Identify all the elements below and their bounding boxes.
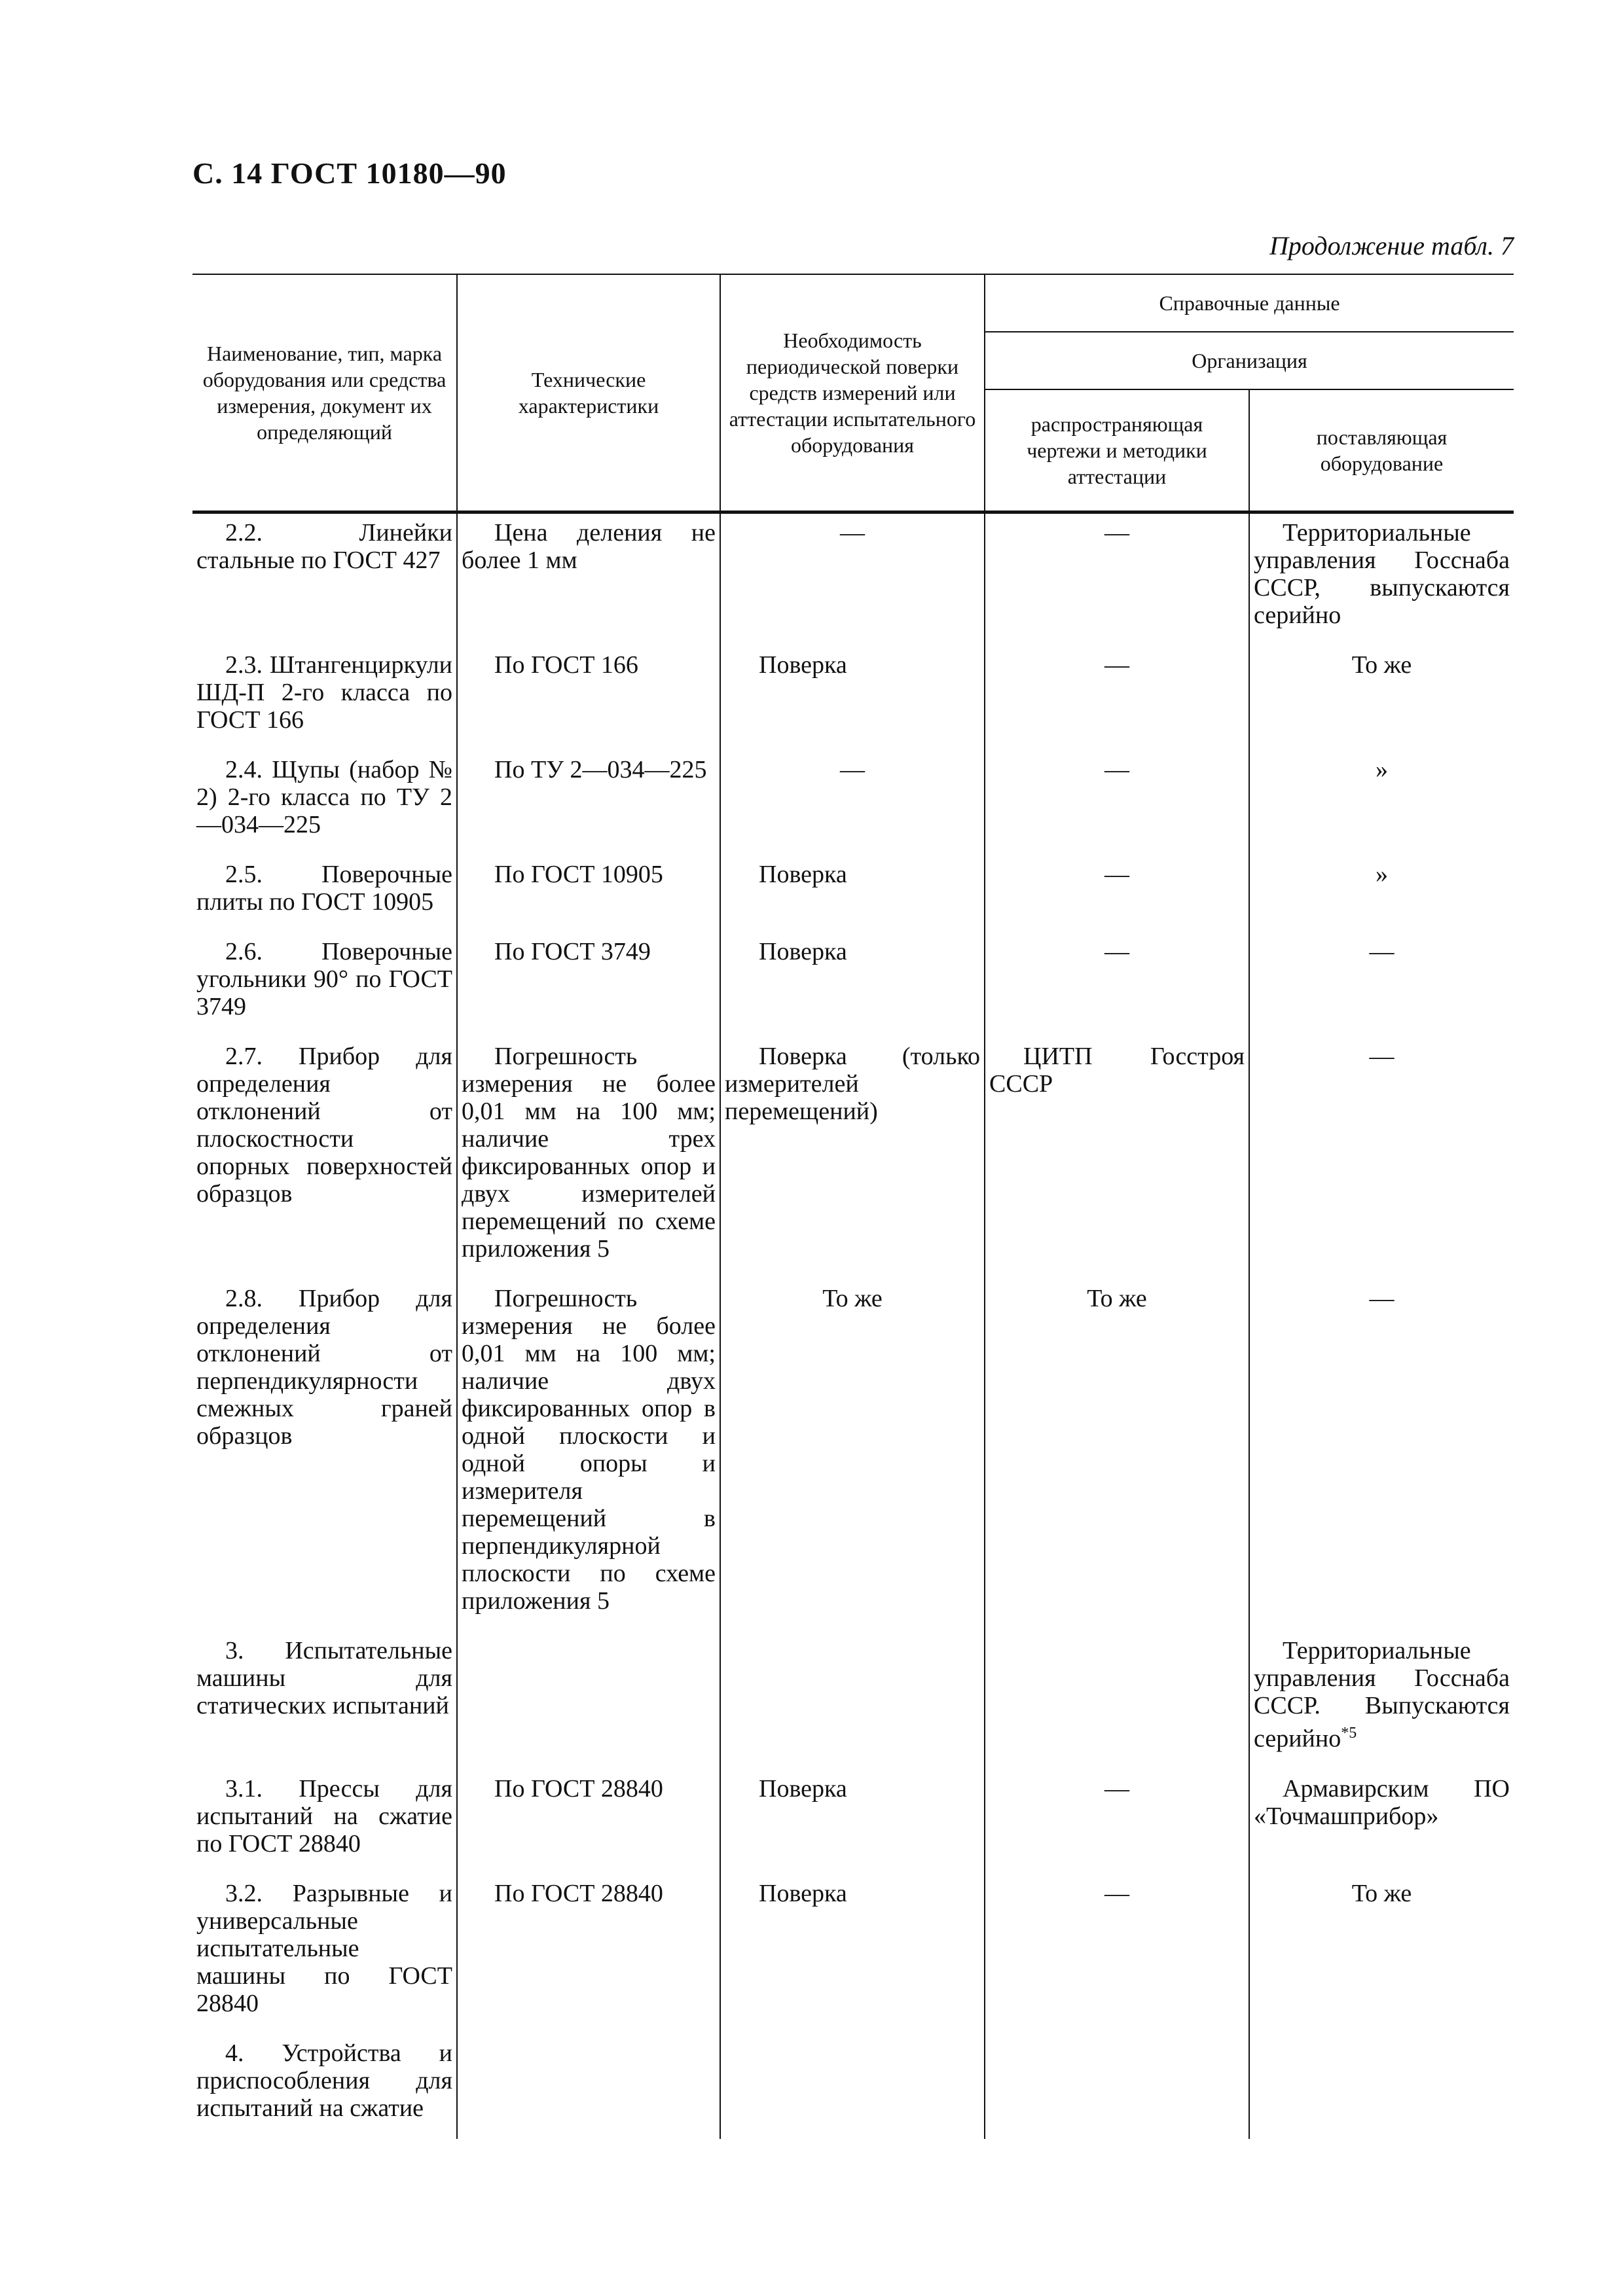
table-row	[192, 1037, 1514, 1280]
cell-distributor: —	[985, 1874, 1249, 2034]
cell-tech: По ГОСТ 3749	[457, 933, 720, 1037]
cell-tech: По ТУ 2—034—225	[457, 751, 720, 855]
cell-tech: По ГОСТ 28840	[457, 1770, 720, 1874]
header-reference: Справочные данные	[985, 274, 1514, 332]
table-row	[192, 512, 1514, 647]
cell-name: 3.1. Прессы для испытаний на сжатие по ГОСТ 28840	[192, 1770, 457, 1874]
cell-supplier	[1249, 512, 1514, 647]
cell-tech: По ГОСТ 10905	[457, 855, 720, 933]
table-row	[192, 1280, 1514, 1632]
cell-tech: Цена деления не более 1 мм	[457, 512, 720, 647]
cell-tech: По ГОСТ 166	[457, 646, 720, 751]
footnote-marker: *5	[1341, 1725, 1357, 1742]
cell-verification: То же	[720, 1280, 985, 1632]
header-name: Наименование, тип, марка оборудования или средства измерения, документ их определяющий	[192, 274, 457, 512]
cell-distributor: —	[985, 855, 1249, 933]
cell-name: 2.4. Щупы (набор № 2) 2-го класса по ТУ 2—034—225	[192, 751, 457, 855]
cell-distributor	[985, 1632, 1249, 1770]
cell-verification: Поверка	[720, 933, 985, 1037]
table-row	[192, 1874, 1514, 2034]
header-verification: Необходимость периодической поверки средств измерений или аттестации испытательного оборудования	[720, 274, 985, 512]
table-row	[192, 751, 1514, 855]
table-row	[192, 646, 1514, 751]
cell-supplier: —	[1249, 1280, 1514, 1632]
cell-name: 2.6. Поверочные угольники 90° по ГОСТ 3749	[192, 933, 457, 1037]
cell-tech	[457, 2034, 720, 2139]
cell-supplier	[1249, 2034, 1514, 2139]
cell-name: 2.8. Прибор для определения отклонений от перпендикулярности смежных граней образцов	[192, 1280, 457, 1632]
cell-distributor: —	[985, 646, 1249, 751]
cell-name: 3. Испытательные машины для статических испытаний	[192, 1632, 457, 1770]
cell-name: 3.2. Разрывные и универсальные испытательные машины по ГОСТ 28840	[192, 1874, 457, 2034]
cell-supplier: То же	[1249, 646, 1514, 751]
table-continuation-label: Продолжение табл. 7	[1269, 231, 1514, 260]
table-row	[192, 1632, 1514, 1770]
table-row	[192, 2034, 1514, 2139]
cell-distributor: То же	[985, 1280, 1249, 1632]
cell-name: 2.3. Штангенциркули ШД-П 2-го класса по ГОСТ 166	[192, 646, 457, 751]
cell-tech: Погрешность измерения не более 0,01 мм на 100 мм; наличие трех фиксированных опор и двух измерителей перемещений по схеме приложения 5	[457, 1037, 720, 1280]
cell-name: 2.7. Прибор для определения отклонений от плоскостности опорных поверхностей образцов	[192, 1037, 457, 1280]
cell-verification: Поверка (только измерителей перемещений)	[720, 1037, 985, 1280]
equipment-table	[192, 274, 1514, 2139]
cell-supplier: —	[1249, 933, 1514, 1037]
cell-distributor: —	[985, 512, 1249, 647]
cell-name: 2.2. Линейки стальные по ГОСТ 427	[192, 512, 457, 647]
cell-verification: Поверка	[720, 1770, 985, 1874]
header-distributor: распространяющая чертежи и методики аттестации	[985, 389, 1249, 512]
cell-supplier: »	[1249, 751, 1514, 855]
table-header	[192, 274, 1514, 512]
cell-supplier: —	[1249, 1037, 1514, 1280]
cell-distributor: ЦИТП Госстроя СССР	[985, 1037, 1249, 1280]
cell-tech: По ГОСТ 28840	[457, 1874, 720, 2034]
table-row	[192, 855, 1514, 933]
supplier-text: Территориальные управления Госснаба СССР. Выпускаются серийно	[1254, 1637, 1510, 1753]
cell-distributor: —	[985, 751, 1249, 855]
cell-verification: —	[720, 751, 985, 855]
cell-verification: Поверка	[720, 646, 985, 751]
table-row	[192, 933, 1514, 1037]
cell-tech	[457, 1632, 720, 1770]
header-tech: Технические характеристики	[457, 274, 720, 512]
header-organization: Организация	[985, 332, 1514, 389]
table-body	[192, 512, 1514, 2139]
cell-supplier: То же	[1249, 1874, 1514, 2034]
table-row	[192, 1770, 1514, 1874]
header-supplier: поставляющая оборудование	[1249, 389, 1514, 512]
page-header: С. 14 ГОСТ 10180—90	[192, 156, 507, 190]
cell-name: 4. Устройства и приспособления для испытаний на сжатие	[192, 2034, 457, 2139]
cell-supplier: Армавирским ПО «Точмашприбор»	[1249, 1770, 1514, 1874]
cell-distributor	[985, 2034, 1249, 2139]
cell-tech: Погрешность измерения не более 0,01 мм на 100 мм; наличие двух фиксированных опор в одной плоскости и одной опоры и измерителя перемещений в перпендикулярной плоскости по схеме приложения 5	[457, 1280, 720, 1632]
cell-supplier: »	[1249, 855, 1514, 933]
cell-verification	[720, 1632, 985, 1770]
cell-verification: Поверка	[720, 855, 985, 933]
supplier-text: Территориальные управления Госснаба СССР, выпускаются серийно	[1254, 519, 1510, 629]
cell-supplier	[1249, 1632, 1514, 1770]
cell-verification: —	[720, 512, 985, 647]
cell-verification	[720, 2034, 985, 2139]
cell-name: 2.5. Поверочные плиты по ГОСТ 10905	[192, 855, 457, 933]
cell-distributor: —	[985, 933, 1249, 1037]
cell-verification: Поверка	[720, 1874, 985, 2034]
cell-distributor: —	[985, 1770, 1249, 1874]
